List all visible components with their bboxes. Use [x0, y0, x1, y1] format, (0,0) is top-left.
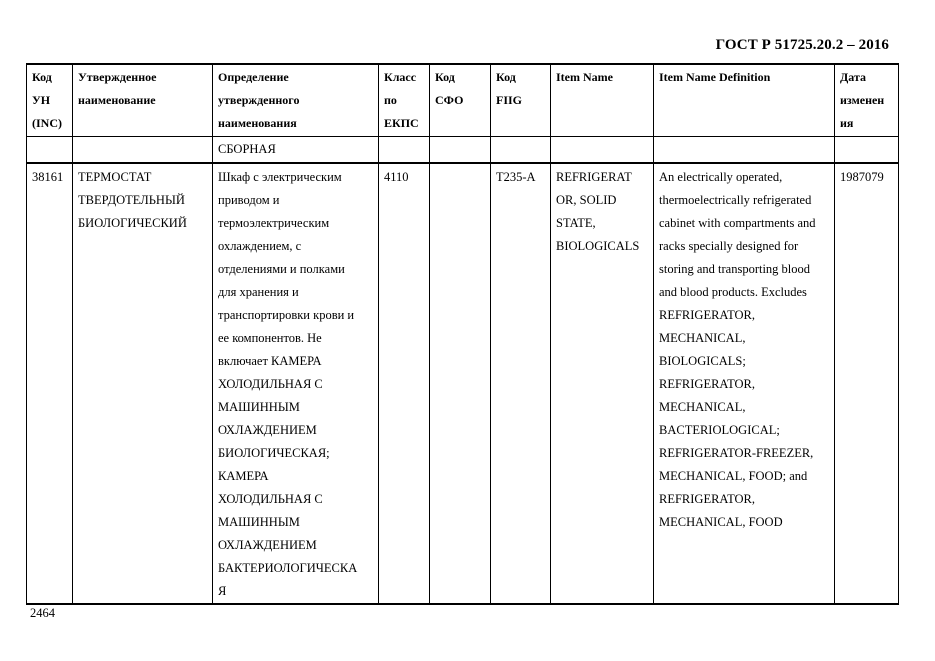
header-item-name: Item Name — [551, 64, 654, 137]
header-item-name-definition: Item Name Definition — [654, 64, 835, 137]
header-definition: Определение утвержденного наименования — [213, 64, 379, 137]
standard-header: ГОСТ Р 51725.20.2 – 2016 — [715, 37, 889, 53]
cell-inc: 38161 — [27, 163, 73, 604]
page-number: 2464 — [30, 606, 55, 620]
cell-fiig-code: T235-A — [491, 163, 551, 604]
cell-item-name — [551, 137, 654, 164]
cell-item-name-definition — [654, 137, 835, 164]
cell-definition: СБОРНАЯ — [213, 137, 379, 164]
cell-change-date — [835, 137, 899, 164]
header-approved-name: Утвержденное наименование — [73, 64, 213, 137]
cell-ekps-class: 4110 — [379, 163, 430, 604]
cell-sfo-code — [430, 163, 491, 604]
continuation-row — [27, 137, 899, 164]
cell-inc — [27, 137, 73, 164]
cell-definition: Шкаф с электрическим приводом и термоэлектрическим охлаждением, с отделениями и полками для хранения и транспортировки крови и ее компонентов. Не включает КАМЕРА ХОЛОДИЛЬНАЯ С МАШИННЫМ ОХЛАЖДЕНИЕМ БИОЛОГИЧЕСКАЯ; КАМЕРА ХОЛОДИЛЬНАЯ С МАШИННЫМ ОХЛАЖДЕНИЕМ БАКТЕРИОЛОГИЧЕСКА Я — [213, 163, 379, 604]
header-ekps-class: Класс по ЕКПС — [379, 64, 430, 137]
cell-ekps-class — [379, 137, 430, 164]
header-change-date: Дата изменен ия — [835, 64, 899, 137]
cell-sfo-code — [430, 137, 491, 164]
table-row — [27, 163, 899, 604]
cell-change-date: 1987079 — [835, 163, 899, 604]
cell-fiig-code — [491, 137, 551, 164]
cell-item-name-definition: An electrically operated, thermoelectrically refrigerated cabinet with compartments and racks specially designed for storing and transporting blood and blood products. Excludes REFRIGERATOR, MECHANICAL, BIOLOGICALS; REFRIGERATOR, MECHANICAL, BACTERIOLOGICAL; REFRIGERATOR-FREEZER, MECHANICAL, FOOD; and REFRIGERATOR, MECHANICAL, FOOD — [654, 163, 835, 604]
table-header-row — [27, 64, 899, 137]
cell-item-name: REFRIGERAT OR, SOLID STATE, BIOLOGICALS — [551, 163, 654, 604]
cell-approved-name — [73, 137, 213, 164]
cell-approved-name: ТЕРМОСТАТ ТВЕРДОТЕЛЬНЫЙ БИОЛОГИЧЕСКИЙ — [73, 163, 213, 604]
header-sfo-code: Код СФО — [430, 64, 491, 137]
item-name-table — [26, 63, 899, 605]
header-inc: Код УН (INC) — [27, 64, 73, 137]
header-fiig-code: Код FIIG — [491, 64, 551, 137]
